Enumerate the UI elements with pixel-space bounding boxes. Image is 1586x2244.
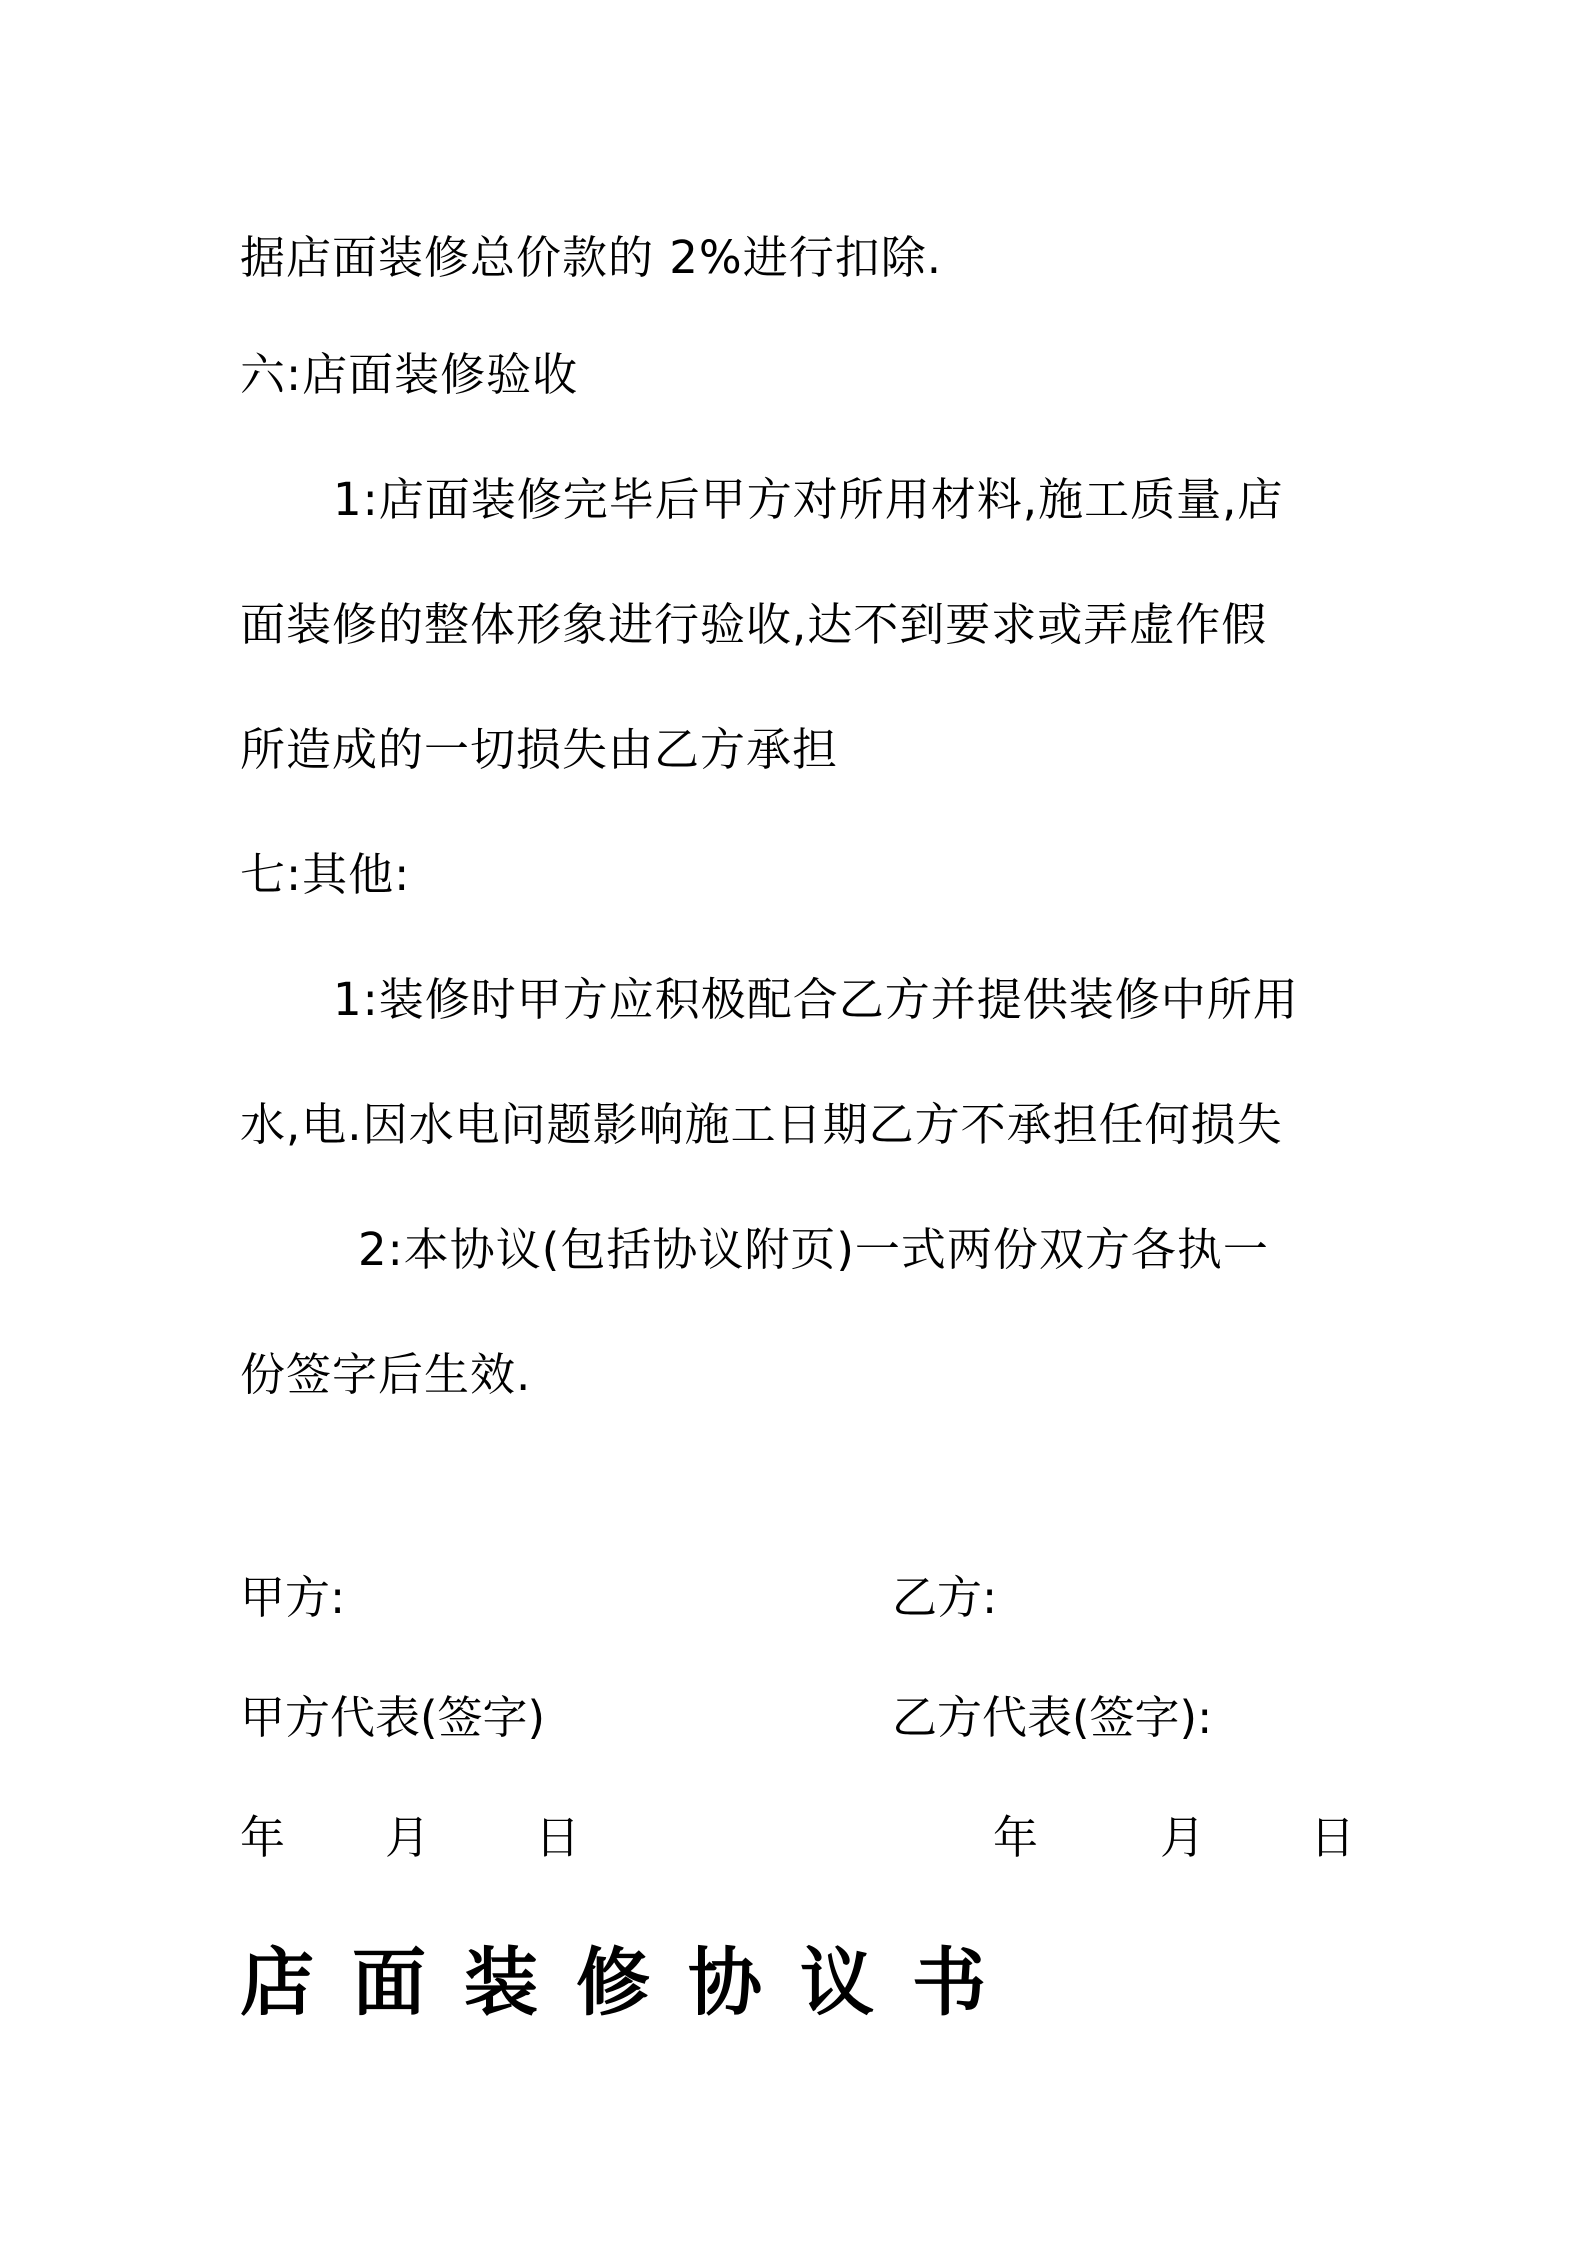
party-a-date-month: 月 xyxy=(385,1811,431,1864)
paragraph-line: 据店面装修总价款的 2%进行扣除. xyxy=(240,231,942,284)
party-b-representative-label: 乙方代表(签字): xyxy=(892,1691,1213,1744)
section-heading-acceptance: 六:店面装修验收 xyxy=(240,348,579,401)
document-title: 店面装修协议书 xyxy=(240,1940,1024,2026)
party-a-date-day: 日 xyxy=(535,1811,581,1864)
party-a-date-year: 年 xyxy=(240,1811,286,1864)
party-a-representative-label: 甲方代表(签字) xyxy=(240,1691,546,1744)
paragraph-line: 面装修的整体形象进行验收,达不到要求或弄虚作假 xyxy=(240,598,1268,651)
section-heading-other: 七:其他: xyxy=(240,848,411,901)
party-a-label: 甲方: xyxy=(240,1571,346,1624)
party-b-date-day: 日 xyxy=(1310,1811,1356,1864)
party-b-date-year: 年 xyxy=(993,1811,1039,1864)
paragraph-line: 1:店面装修完毕后甲方对所用材料,施工质量,店 xyxy=(333,473,1284,526)
paragraph-line: 水,电.因水电问题影响施工日期乙方不承担任何损失 xyxy=(240,1098,1283,1151)
paragraph-line: 所造成的一切损失由乙方承担 xyxy=(240,723,839,776)
paragraph-line: 份签字后生效. xyxy=(240,1348,532,1401)
paragraph-line: 2:本协议(包括协议附页)一式两份双方各执一 xyxy=(358,1223,1269,1276)
party-b-date-month: 月 xyxy=(1160,1811,1206,1864)
party-b-label: 乙方: xyxy=(892,1571,998,1624)
paragraph-line: 1:装修时甲方应积极配合乙方并提供装修中所用 xyxy=(333,973,1299,1026)
